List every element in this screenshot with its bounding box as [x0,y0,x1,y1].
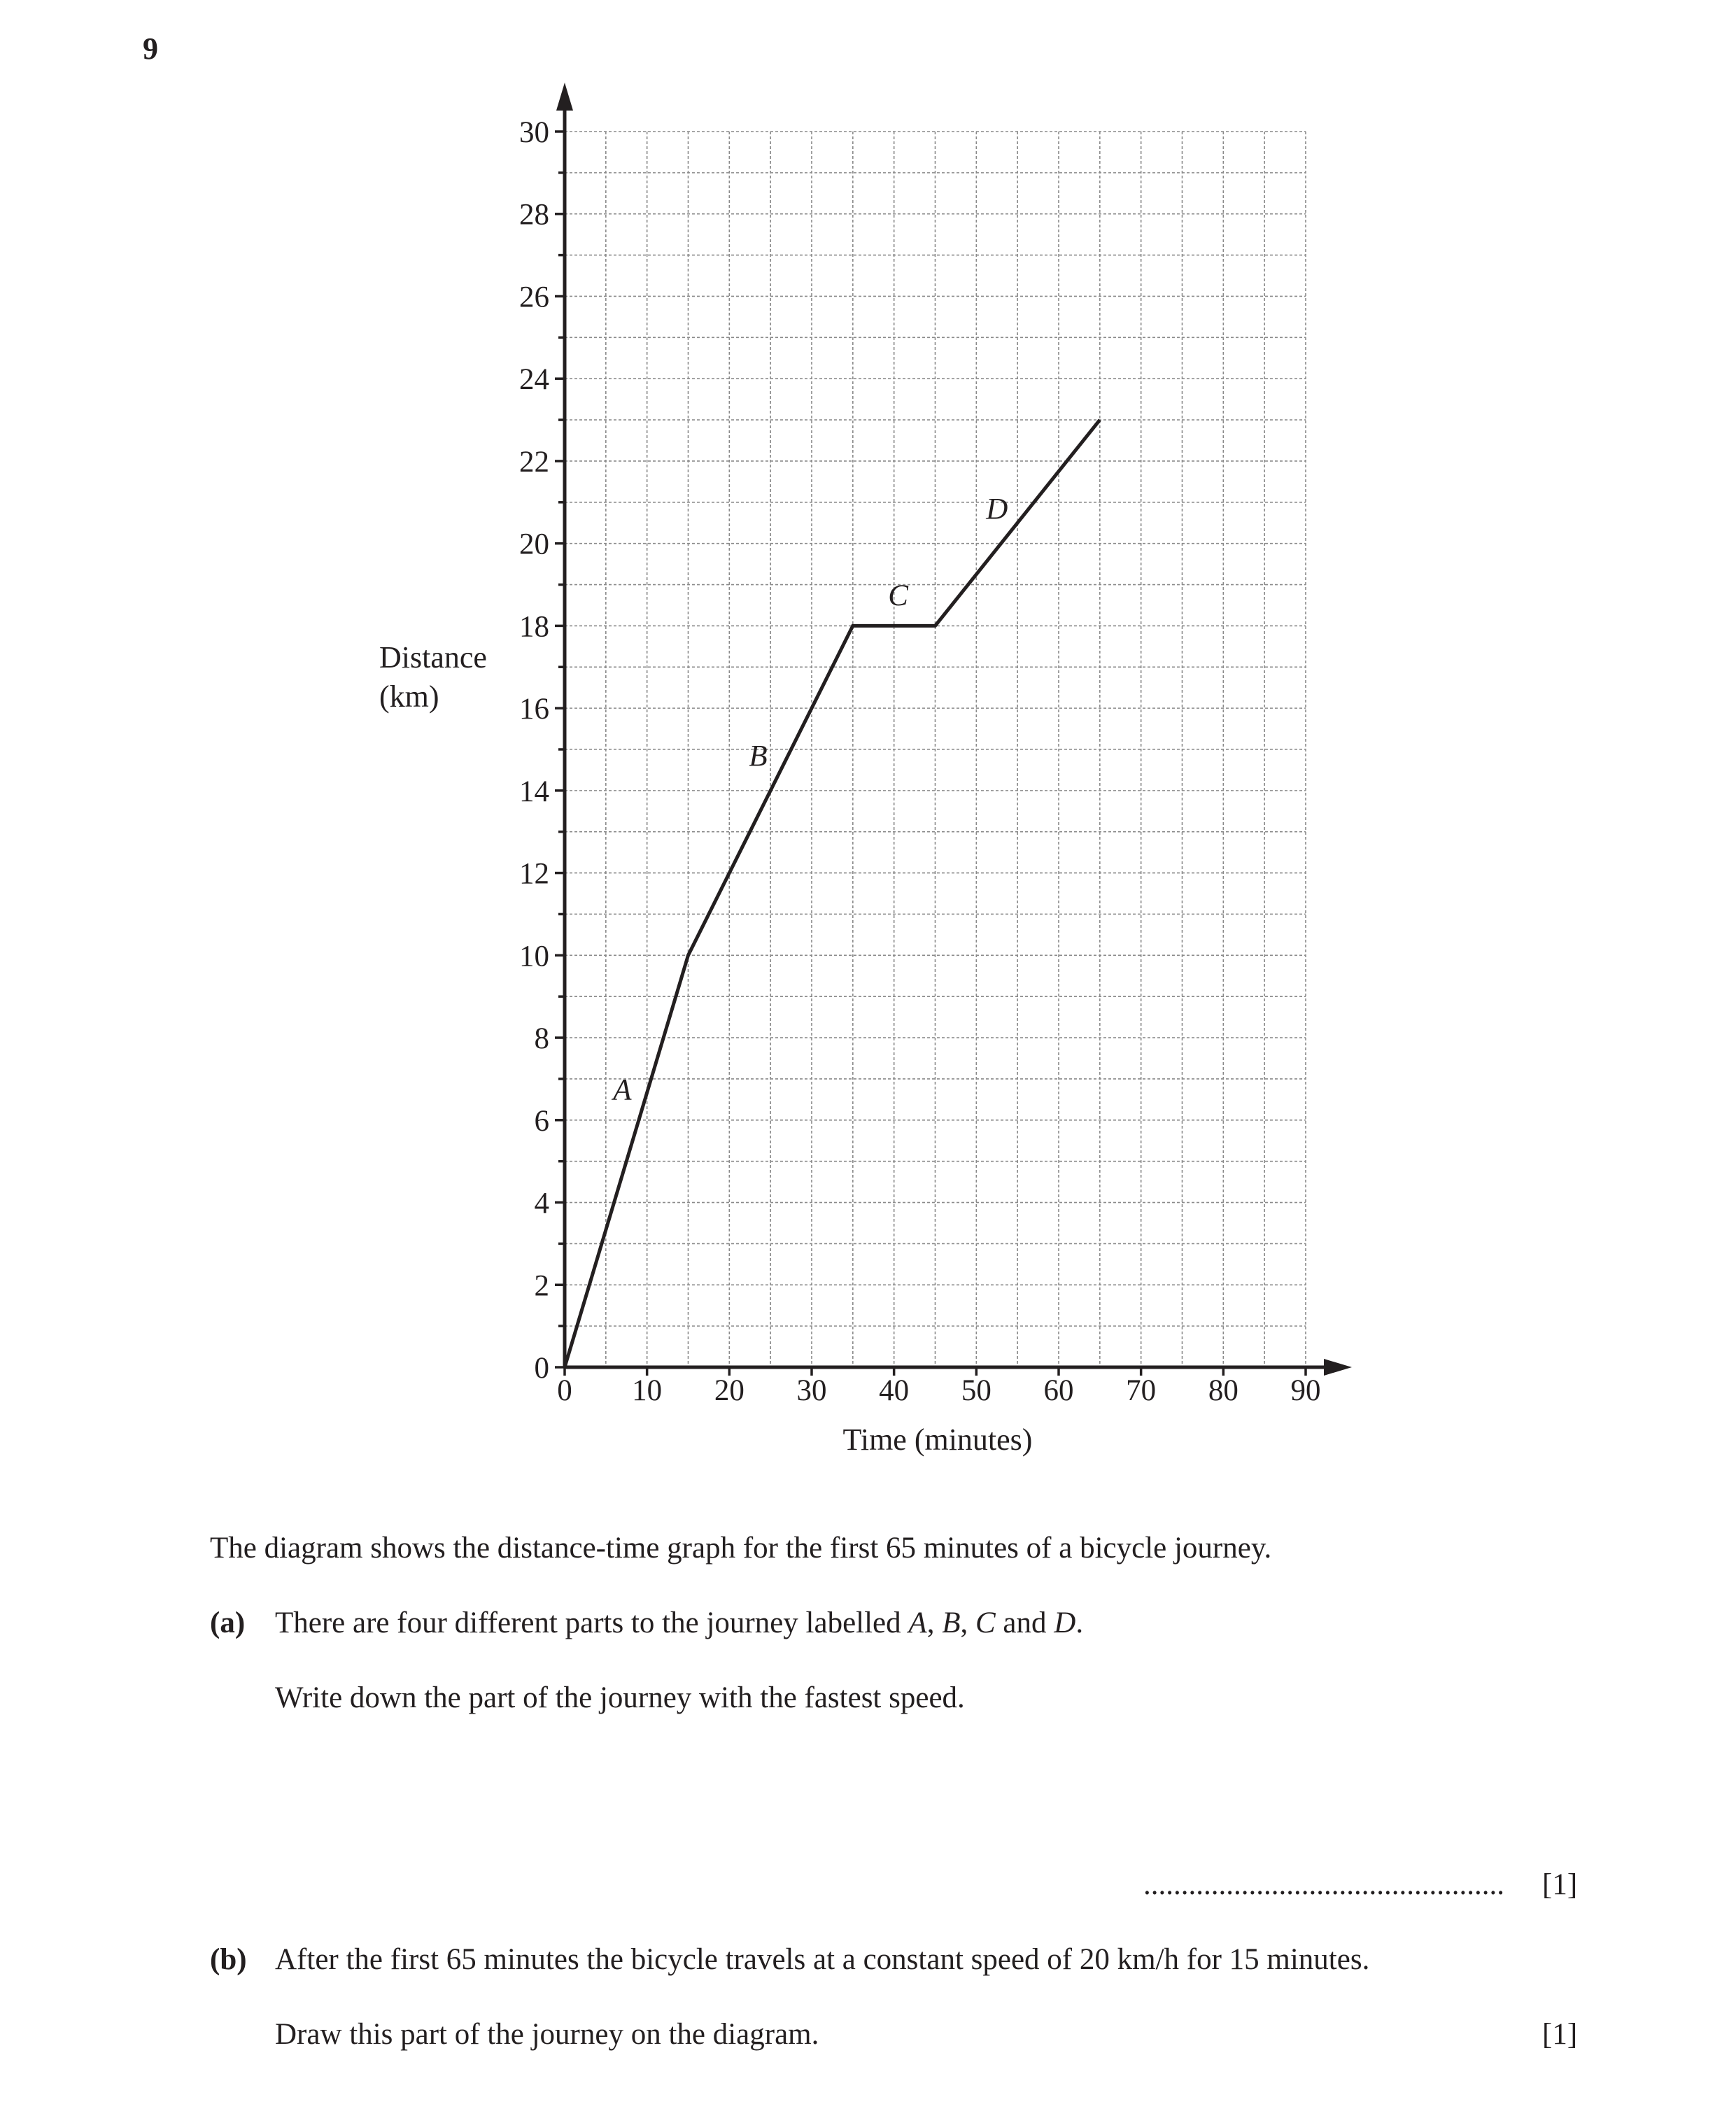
x-tick-label: 70 [1126,1374,1157,1407]
y-axis-title: (km) [379,679,439,714]
intro-text: The diagram shows the distance-time graph for the first 65 minutes of a bicycle journey. [210,1532,1272,1565]
y-tick-label: 12 [519,857,549,891]
y-tick-label: 20 [519,528,549,561]
part-b-line2: Draw this part of the journey on the diagram. [275,2018,819,2051]
question-number: 9 [143,31,158,66]
segment-label: C [888,579,908,612]
segment-label: B [749,740,768,773]
part-a-label: (a) [210,1607,246,1639]
y-axis-title: Distance [379,640,487,675]
y-tick-label: 8 [534,1022,549,1056]
y-tick-label: 6 [534,1104,549,1138]
series [565,420,1100,1367]
y-tick-label: 22 [519,445,549,479]
marks-b: [1] [1542,2018,1578,2051]
y-tick-label: 28 [519,198,549,232]
axis-titles [379,640,1032,1457]
x-tick-label: 80 [1208,1374,1239,1407]
grid-minor [565,132,1306,1367]
part-a-line2: Write down the part of the journey with the fastest speed. [275,1681,965,1714]
ticks [555,132,1306,1376]
y-tick-label: 26 [519,281,549,314]
y-tick-label: 14 [519,775,549,808]
part-b-line1: After the first 65 minutes the bicycle travels at a constant speed of 20 km/h for 15 minutes. [275,1943,1370,1976]
y-tick-label: 18 [519,610,549,644]
x-tick-label: 50 [961,1374,992,1407]
y-tick-label: 4 [534,1187,549,1220]
x-tick-label: 20 [714,1374,744,1407]
y-tick-label: 2 [534,1269,549,1303]
marks-a: [1] [1542,1868,1578,1901]
y-tick-label: 10 [519,940,549,973]
y-tick-label: 30 [519,116,549,149]
x-tick-label: 60 [1043,1374,1074,1407]
axes [556,83,1352,1376]
tick-labels [519,116,1321,1407]
part-b-label: (b) [210,1943,247,1976]
x-axis-arrow [1324,1359,1352,1376]
x-tick-label: 0 [557,1374,572,1407]
y-tick-label: 24 [519,363,549,397]
x-tick-label: 10 [632,1374,663,1407]
x-tick-label: 40 [879,1374,910,1407]
segment-label: A [613,1073,632,1107]
x-axis-title: Time (minutes) [842,1422,1033,1457]
x-tick-label: 90 [1290,1374,1321,1407]
journey-line [565,420,1100,1367]
segment-label: D [986,493,1008,526]
y-tick-label: 16 [519,693,549,726]
x-tick-label: 30 [796,1374,827,1407]
y-axis-arrow [556,83,573,111]
answer-line-a: ................................................ [1143,1868,1504,1901]
y-tick-label: 0 [534,1352,549,1385]
part-a-line1: There are four different parts to the journey labelled A, B, C and D. [275,1607,1084,1639]
